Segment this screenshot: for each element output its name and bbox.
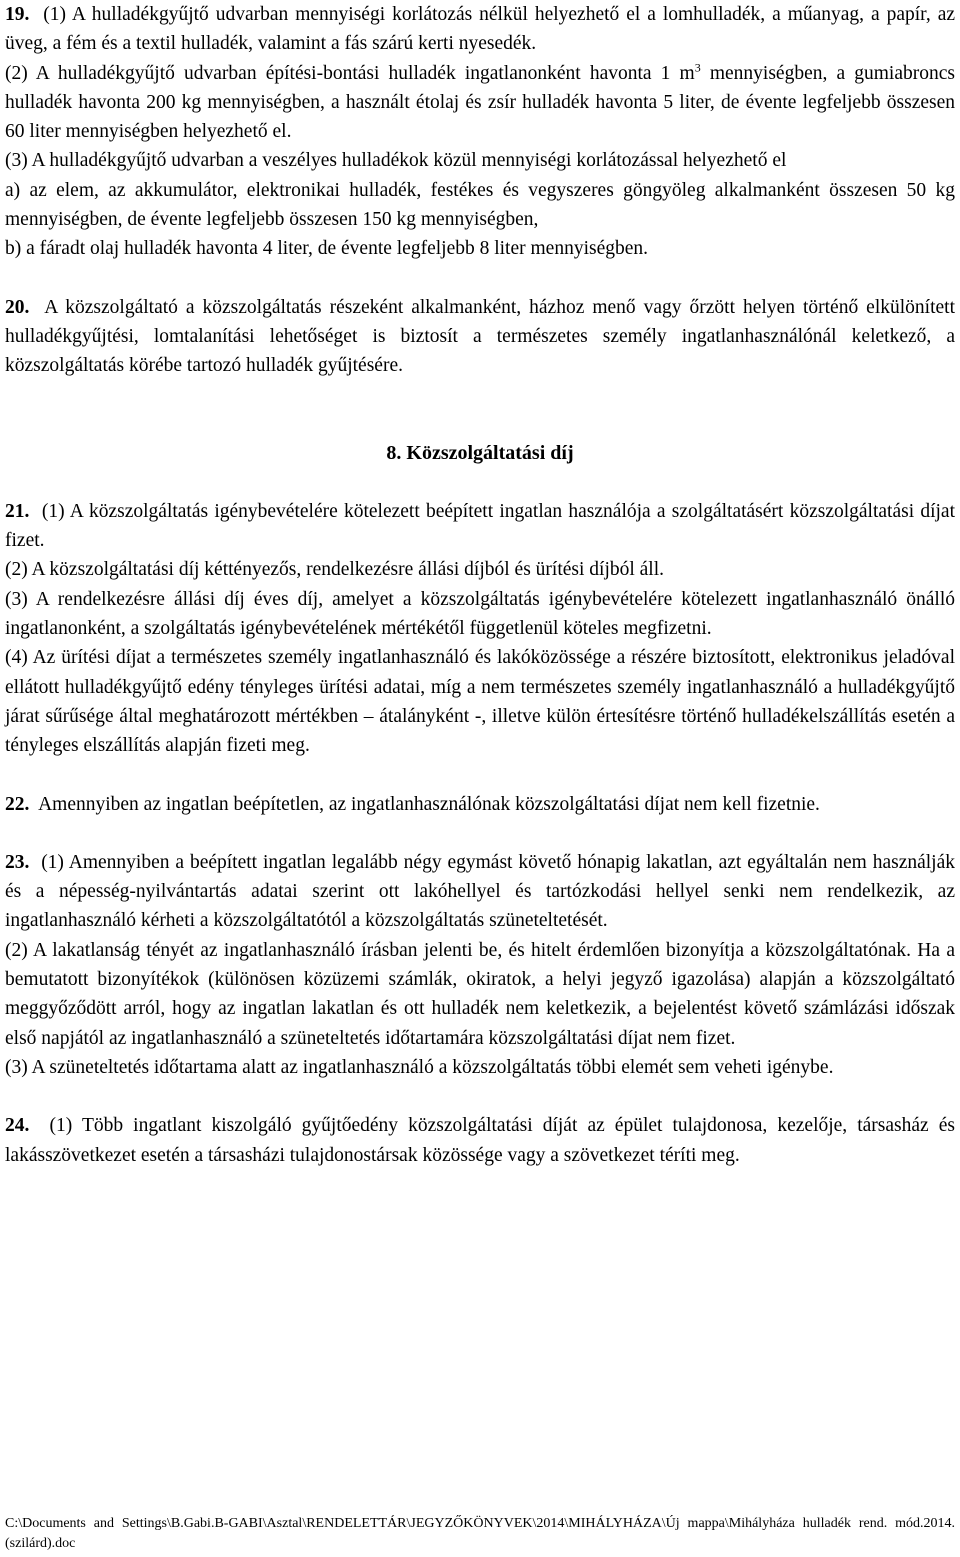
section-20-number: 20.: [5, 296, 30, 318]
section-19-para-3: (3) A hulladékgyűjtő udvarban a veszélyes hulladékok közül mennyiségi korlátozással helyezhető el: [5, 150, 787, 172]
section-19-para-3b: b) a fáradt olaj hulladék havonta 4 liter, de évente legfeljebb 8 liter mennyiségben.: [5, 238, 649, 260]
section-24-number: 24.: [5, 1115, 30, 1137]
section-19-para-3a: a) az elem, az akkumulátor, elektronikai hulladék, festékes és vegyszeres göngyöleg alkalmanként összesen 50 kg mennyiségben, de évente legfeljebb összesen 150 kg mennyiségben,: [5, 179, 955, 231]
section-22-number: 22.: [5, 793, 30, 815]
section-19-para-1: [5, 0, 955, 59]
section-19-para-2-text-b: mennyiségben, a gumiabroncs hulladék havonta 200 kg mennyiségben, a használt étolaj és zsír hulladék havonta 5 liter, de évente legfeljebb összesen 60 liter mennyiségben helyezhető el.: [5, 62, 955, 143]
section-21-para-1: [5, 497, 955, 556]
section-23-para-1: [5, 848, 955, 936]
spacer: [5, 264, 955, 293]
section-23-para-2: (2) A lakatlanság tényét az ingatlanhasználó írásban jelenti be, és hitelt érdemlően bizonyítja a közszolgáltatónak. Ha a bemutatott bizonyítékok (különösen közüzemi számlák, okiratok, a helyi jegyző igazolása) alapján a közszolgáltató meggyőződött arról, hogy az ingatlan lakatlan és ott hulladék nem keletkezik, a bejelentést követő számlázási időszak első napjától az ingatlanhasználó a szüneteltetés időtartamára közszolgáltatási díjat nem fizet.: [5, 939, 955, 1049]
section-22: [5, 790, 955, 819]
section-21-number: 21.: [5, 500, 30, 522]
section-23-number: 23.: [5, 851, 30, 873]
section-23-para-1-text: (1) Amennyiben a beépített ingatlan legalább négy egymást követő hónapig lakatlan, azt egyáltalán nem használják és a népesség-nyilvántartás adatai szerint ott lakóhellyel és tartózkodási hellyel senki nem rendelkezik, az ingatlanhasználó kérheti a közszolgáltatótól a közszolgáltatás szüneteltetését.: [5, 851, 956, 932]
spacer: [5, 468, 955, 497]
section-21-para-1-text: (1) A közszolgáltatás igénybevételére kötelezett beépített ingatlan használója a szolgáltatásért közszolgáltatási díjat fizet.: [5, 500, 955, 552]
superscript-3: 3: [694, 60, 701, 75]
section-23-para-3: (3) A szüneteltetés időtartama alatt az ingatlanhasználó a közszolgáltatás többi elemét sem veheti igénybe.: [5, 1056, 834, 1078]
chapter-heading: 8. Közszolgáltatási díj: [386, 441, 574, 464]
section-19-para-2-text-a: (2) A hulladékgyűjtő udvarban építési-bontási hulladék ingatlanonként havonta 1 m: [5, 62, 695, 84]
document-page: [5, 0, 955, 1170]
section-19-para-1-text: (1) A hulladékgyűjtő udvarban mennyiségi korlátozás nélkül helyezhető el a lomhulladék, a műanyag, a papír, az üveg, a fém és a textil hulladék, valamint a fás szárú kerti nyesedék.: [5, 4, 956, 55]
spacer: [5, 381, 955, 439]
section-21-para-2: (2) A közszolgáltatási díj kéttényezős, rendelkezésre állási díjból és ürítési díjból áll.: [5, 559, 665, 581]
spacer: [5, 1082, 955, 1111]
section-21-para-3: (3) A rendelkezésre állási díj éves díj, amelyet a közszolgáltatás igénybevételére kötelezett ingatlanhasználó önálló ingatlanonként, a szolgáltatás igénybevételének mértékétől függetlenül köteles megfizetni.: [5, 588, 955, 640]
section-19-number: 19.: [5, 4, 30, 25]
spacer: [5, 761, 955, 790]
section-20: [5, 293, 955, 381]
section-24-text: (1) Több ingatlant kiszolgáló gyűjtőedény közszolgáltatási díját az épület tulajdonosa, kezelője, társasház és lakásszövetkezet esetén a társasházi tulajdonostársak közössége vagy a szövetkezet téríti meg.: [5, 1115, 955, 1166]
section-22-text: Amennyiben az ingatlan beépítetlen, az ingatlanhasználónak közszolgáltatási díjat nem kell fizetnie.: [38, 793, 820, 815]
spacer: [5, 819, 955, 848]
section-20-text: A közszolgáltató a közszolgáltatás részeként alkalmanként, házhoz menő vagy őrzött helyen történő elkülönített hulladékgyűjtési, lomtalanítási lehetőséget is biztosít a természetes személy ingatlanhasználónál keletkező, a közszolgáltatás körébe tartozó hulladék gyűjtésére.: [5, 296, 955, 377]
section-24: [5, 1111, 955, 1170]
file-path-footer: C:\Documents and Settings\B.Gabi.B-GABI\Asztal\RENDELETTÁR\JEGYZŐKÖNYVEK\2014\MIHÁLYHÁZA\Új mappa\Mihályháza hulladék rend. mód.2014.(szilárd).doc: [5, 1516, 955, 1551]
section-19-para-2: [5, 59, 955, 147]
section-21-para-4: (4) Az ürítési díjat a természetes személy ingatlanhasználó és lakóközössége a részére biztosított, elektronikus jeladóval ellátott hulladékgyűjtő edény tényleges ürítési adatai, míg a nem természetes személy ingatlanhasználó a hulladékgyűjtő járat sűrűsége által meghatározott mértékben – átalányként -, illetve külön értesítésre történő hulladékelszállítás esetén a tényleges elszállítás alapján fizeti meg.: [5, 647, 955, 757]
